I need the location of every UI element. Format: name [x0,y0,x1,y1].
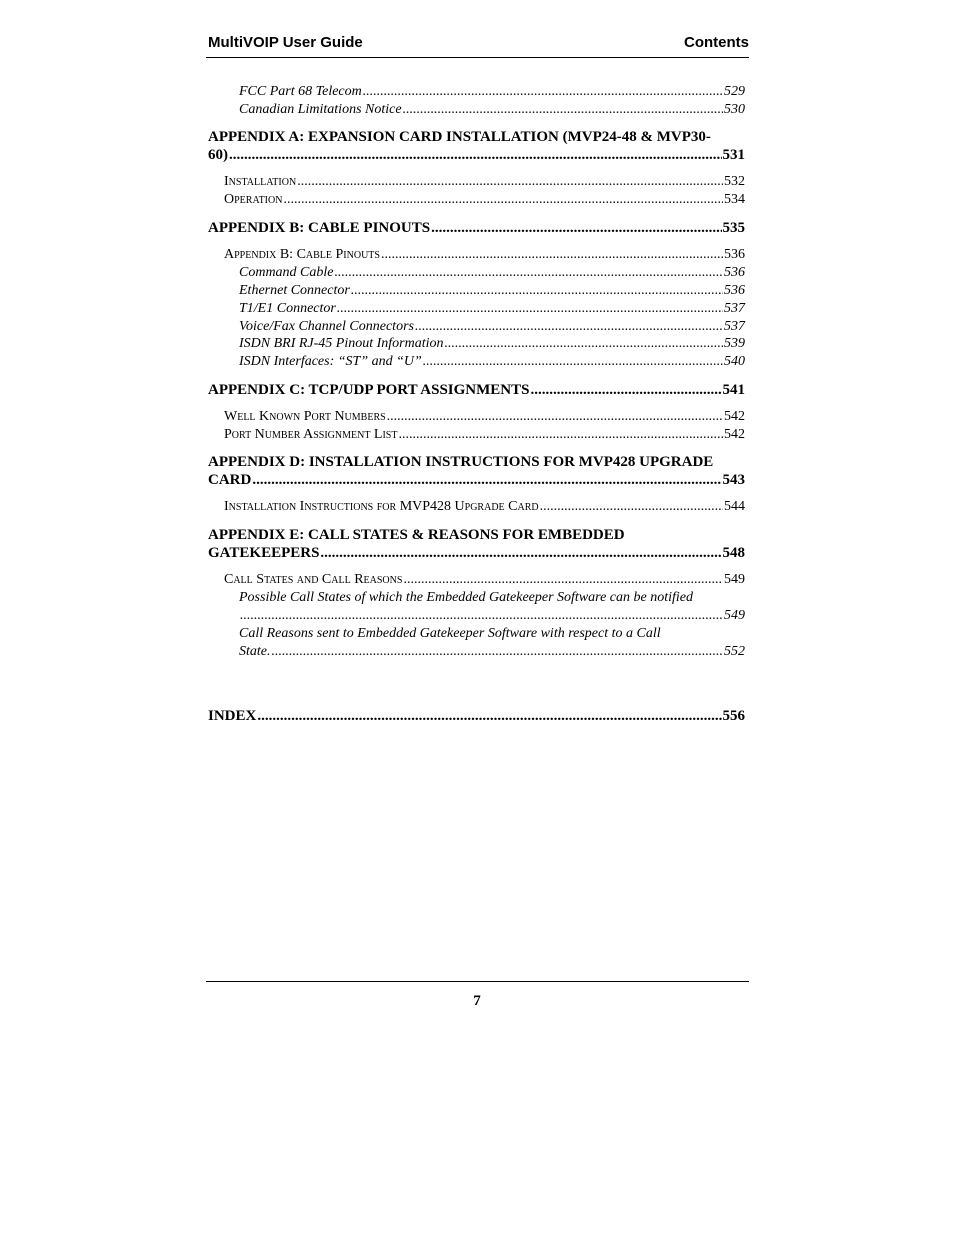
toc-entry-installation[interactable]: Installation ..... 532 [224,174,745,190]
toc-entry-appendix-d[interactable]: CARD ..... 543 [208,472,745,489]
toc-entry-appendix-b[interactable]: APPENDIX B: CABLE PINOUTS ..... 535 [208,220,745,237]
toc-call-reasons-line1[interactable]: Call Reasons sent to Embedded Gatekeeper Software with respect to a Call [239,626,661,641]
toc-entry-installation-instructions[interactable]: Installation Instructions for MVP428 Upgrade Card ..... 544 [224,499,745,515]
toc-entry-operation[interactable]: Operation ..... 534 [224,192,745,208]
toc-entry-call-reasons[interactable]: State. ..... 552 [239,644,745,660]
toc-entry-canadian-limitations[interactable]: Canadian Limitations Notice ..... 530 [239,102,745,118]
toc-entry-well-known-ports[interactable]: Well Known Port Numbers ..... 542 [224,409,745,425]
header-title: MultiVOIP User Guide [208,34,363,51]
footer-rule [206,981,749,982]
toc-entry-index[interactable]: INDEX ..... 556 [208,708,745,725]
toc-appendix-e-line1[interactable]: APPENDIX E: CALL STATES & REASONS FOR EMBEDDED [208,527,625,543]
toc-entry-appendix-a[interactable]: 60) ..... 531 [208,147,745,164]
toc-entry-cable-pinouts[interactable]: Appendix B: Cable Pinouts ..... 536 [224,247,745,263]
toc-entry-isdn-interfaces[interactable]: ISDN Interfaces: “ST” and “U” ..... 540 [239,354,745,370]
toc-appendix-d-line1[interactable]: APPENDIX D: INSTALLATION INSTRUCTIONS FOR MVP428 UPGRADE [208,454,714,470]
toc-entry-t1e1-connector[interactable]: T1/E1 Connector ..... 537 [239,301,745,317]
running-header [208,34,749,54]
toc-entry-voice-fax-connectors[interactable]: Voice/Fax Channel Connectors ..... 537 [239,319,745,335]
header-section: Contents [684,34,749,51]
toc-entry-port-assignment-list[interactable]: Port Number Assignment List ..... 542 [224,427,745,443]
toc-entry-isdn-bri-pinout[interactable]: ISDN BRI RJ-45 Pinout Information ..... 539 [239,336,745,352]
toc-entry-ethernet-connector[interactable]: Ethernet Connector ..... 536 [239,283,745,299]
toc-entry-command-cable[interactable]: Command Cable ..... 536 [239,265,745,281]
page-number: 7 [473,993,481,1009]
toc-possible-call-states-line1[interactable]: Possible Call States of which the Embedded Gatekeeper Software can be notified [239,590,694,605]
toc-entry-fcc-part-68[interactable]: FCC Part 68 Telecom ..... 529 [239,84,745,100]
toc-entry-call-states-reasons[interactable]: Call States and Call Reasons ..... 549 [224,572,745,588]
toc-appendix-a-line1[interactable]: APPENDIX A: EXPANSION CARD INSTALLATION (MVP24-48 & MVP30- [208,129,711,145]
toc-entry-appendix-e[interactable]: GATEKEEPERS ..... 548 [208,545,745,562]
toc-entry-possible-call-states[interactable]: ..... 549 [239,608,745,624]
toc-entry-appendix-c[interactable]: APPENDIX C: TCP/UDP PORT ASSIGNMENTS ..... 541 [208,382,745,399]
header-rule [206,57,749,58]
